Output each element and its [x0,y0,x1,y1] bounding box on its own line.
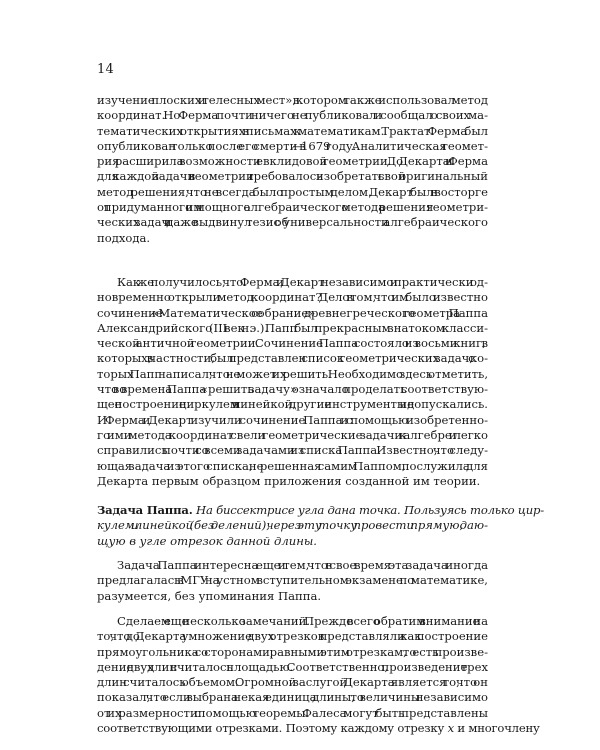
paragraph-line: координат. Но Ферма почти ничего не публиковал и сообщал о своих ма- [97,108,488,123]
problem-text: кулем и линейкой (без делений), через эту точку провести прямую, даю- [97,518,489,533]
paragraph-line: изучение плоских и телесных мест», в котором также использовал метод [97,93,488,107]
paragraph-line [97,721,540,736]
paragraph-1 [97,93,488,246]
paragraph-line: ющая задача из этого списка, не решенная самим Паппом, послужила для [97,458,488,473]
paragraph-line: от придуманного им мощного алгебраического метода решения геометри- [97,200,488,215]
page-number: 14 [97,62,114,77]
paragraph-4 [97,614,540,736]
paragraph-line: торых Папп написал, что не может их решить. Необходимо здесь отметить, [97,366,488,381]
paragraph-line: то, что до Декарта умножение двух отрезков представляли как построение [97,629,488,644]
problem-text: На биссектрисе угла дана точка. Пользуясь только цир- [196,503,544,517]
paragraph-3 [97,558,488,604]
paragraph-line: от их размерности с помощью теоремы Фалеса могут быть представлены [97,705,488,720]
paragraph-line: прямоугольника со сторонами, равными этим отрезкам, то есть произве- [97,644,488,659]
paragraph-line: дение двух длин считалось площадью. Соответственно, произведение трех [97,659,488,674]
paragraph-line: разумеется, без упоминания Паппа. [97,588,322,603]
paragraph-line: Александрийского (III век н. э.). Папп был прекрасным знатоком класси- [97,320,488,335]
pappus-problem [97,503,544,549]
paragraph-line: тематических открытиях в письмах к математикам. Трактат Ферма был [97,123,488,138]
paragraph-line-end: и многочлену [457,721,540,736]
paragraph-line: длин считалось объемом. Огромной заслугой Декарта является то, что он [97,675,488,690]
problem-text: щую в угле отрезок данной длины. [97,533,317,548]
paragraph-line: для каждой задачи в геометрии требовалось изобретать свой оригинальный [97,169,488,184]
paragraph-line: сочинение «Математическое собрание» древнегреческого геометра Паппа [97,305,488,320]
paragraph-line: справились почти со всеми задачами из списка Паппа. Известно, что следу- [97,443,488,458]
paragraph-line: которых, в частности, был представлен список геометрических задач, с ко- [97,351,488,366]
paragraph-line: подхода. [97,230,151,245]
paragraph-line: ческих задач и даже выдвинул тезис об универсальности алгебраического [97,215,488,230]
paragraph-line: рия расширила возможности евклидовой геометрии. До Декарта и Ферма [97,154,488,169]
paragraph-line: предлагалась в МГУ на устном вступительном экзамене по математике, [97,573,488,588]
paragraph-line-start: соответствующими отрезками. Поэтому каждому отрезку [97,721,445,736]
paragraph-line: го ими метода координат свели геометрические задачи к алгебре и легко [97,427,488,442]
paragraph-line: ческой античной геометрии. Сочинение Паппа состояло из восьми книг, в [97,336,488,351]
paragraph-line: Декарта первым образцом приложения созданной им теории. [97,473,481,488]
variable-x: x [447,721,454,736]
paragraph-line: И Ферма и Декарт изучили сочинение Паппа и с помощью изобретенно- [97,412,488,427]
problem-title: Задача Паппа. [97,503,193,517]
problem-first-line [97,503,544,518]
paragraph-line: Задача Паппа интересна еще и тем, что в свое время эта задача иногда [117,558,488,572]
paragraph-line: новременно открыли метод координат? Дело в том, что им было известно [97,290,488,305]
paragraph-line: щее построение циркулем и линейкой, другие инструменты не допускались. [97,397,488,412]
paragraph-line: Сделаем еще несколько замечаний. Прежде всего обратим внимание на [117,614,488,628]
paragraph-line: показал, что если выбрана некая единица длины, то величины независимо [97,690,488,705]
paragraph-line: что во времена Паппа «решить задачу» означало проделать соответствую- [97,382,488,397]
paragraph-line: метод решения, что не всегда было простым делом. Декарт был в восторге [97,184,488,199]
paragraph-line: опубликован только после его смерти — в 1679 году. Аналитическая геомет- [97,138,488,153]
paragraph-2 [97,275,488,489]
paragraph-line: Как же получилось, что Ферма и Декарт независимо и практически од- [117,275,488,289]
